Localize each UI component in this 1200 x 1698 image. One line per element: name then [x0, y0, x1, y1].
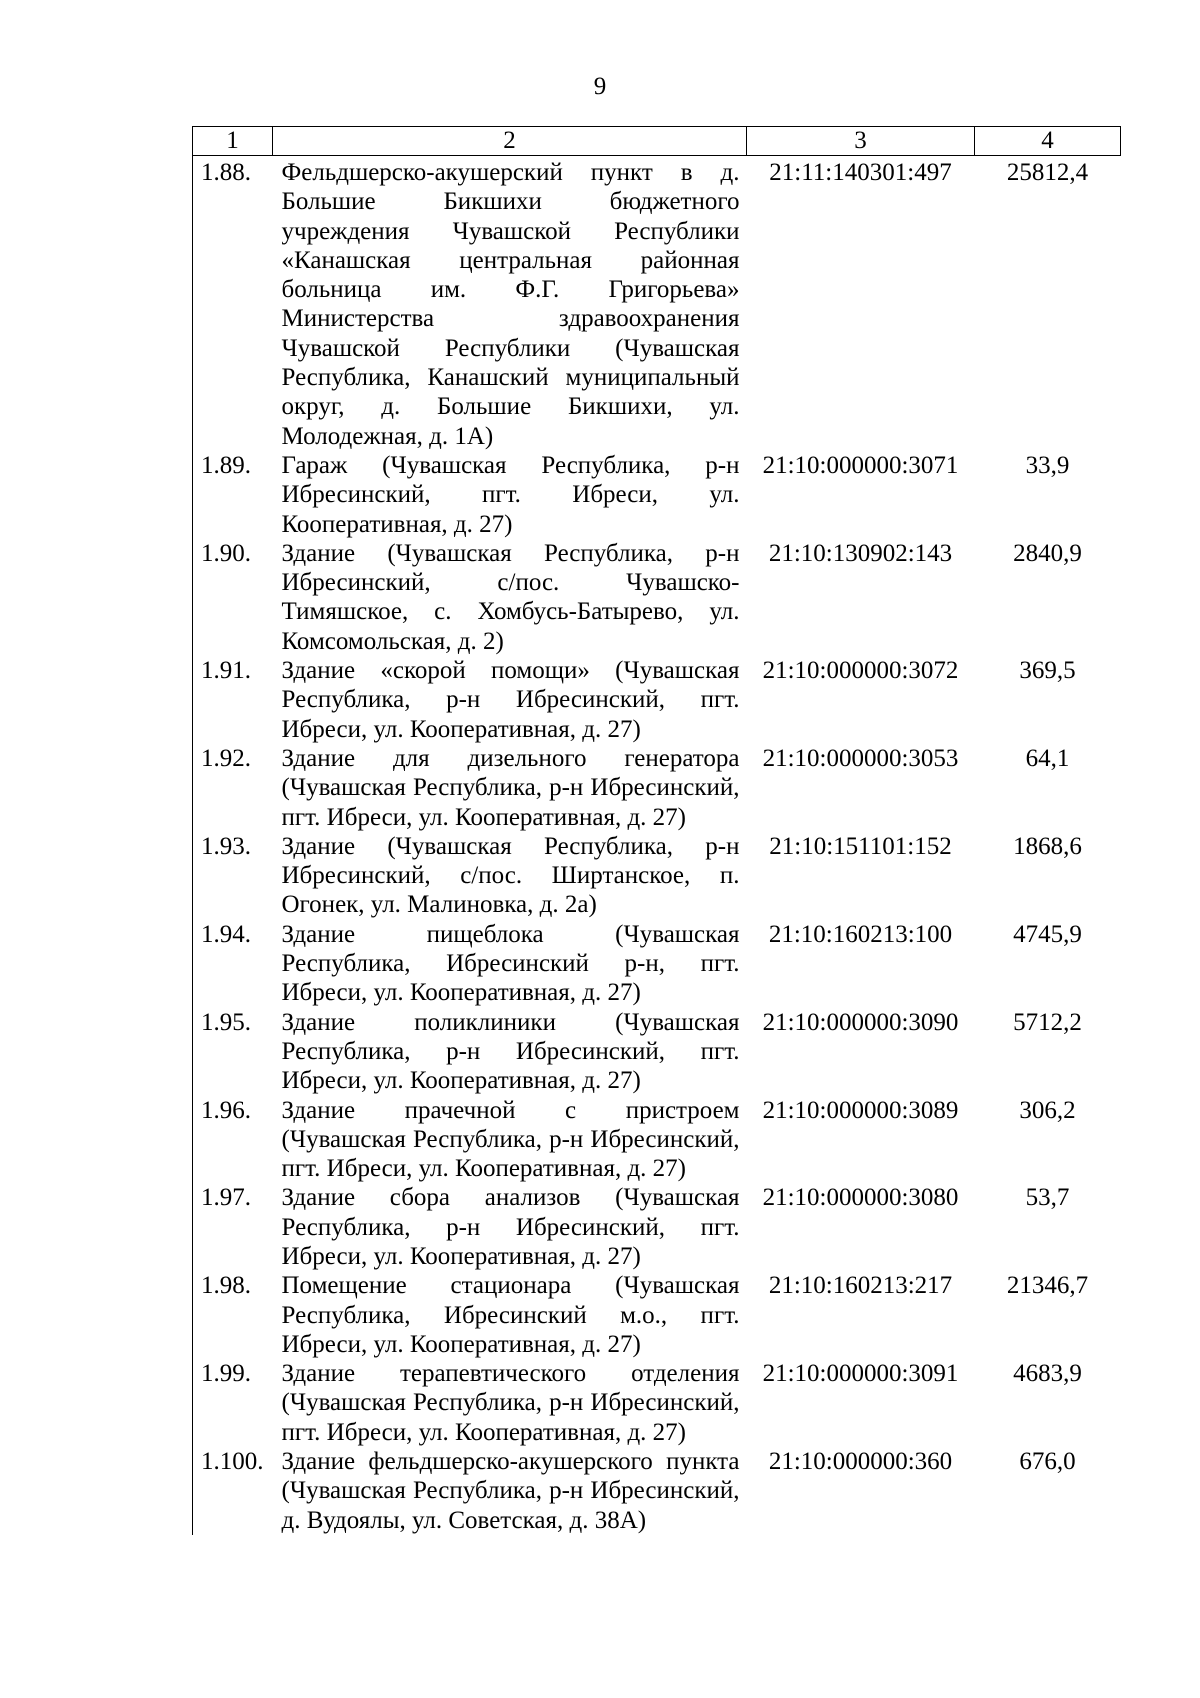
header-row: [193, 127, 1121, 156]
row-number: 1.98.: [193, 1271, 273, 1359]
header-col-4: 4: [975, 127, 1121, 156]
header-col-1: 1: [193, 127, 273, 156]
row-description: Здание (Чувашская Республика, р-н Ибресинский, с/пос. Ширтанское, п. Огонек, ул. Малиновка, д. 2а): [281, 832, 740, 919]
row-description: Помещение стационара (Чувашская Республика, Ибресинский м.о., пгт. Ибреси, ул. Кооперативная, д. 27): [281, 1272, 740, 1358]
row-cadastral-number: 21:10:130902:143: [768, 539, 953, 567]
row-description: Здание поликлиники (Чувашская Республика, р-н Ибресинский, пгт. Ибреси, ул. Кооперативная, д. 27): [281, 1008, 740, 1095]
row-description: Здание (Чувашская Республика, р-н Ибресинский, с/пос. Чувашско-Тимяшское, с. Хомбусь-Батырево, ул. Комсомольская, д. 2): [281, 539, 740, 655]
row-cadastral-number: 21:10:151101:152: [769, 832, 952, 860]
table-row: [193, 656, 1121, 744]
row-area-value: 5712,2: [1013, 1008, 1082, 1036]
row-number: 1.90.: [193, 539, 273, 656]
row-area-value: 53,7: [1025, 1184, 1070, 1212]
row-cadastral-number: 21:10:000000:3090: [762, 1008, 959, 1036]
table-row: [193, 156, 1121, 451]
row-area-value: 21346,7: [1006, 1272, 1089, 1300]
row-description: Гараж (Чувашская Республика, р-н Ибресинский, пгт. Ибреси, ул. Кооперативная, д. 27): [281, 451, 740, 538]
row-cadastral-number: 21:10:000000:3072: [762, 657, 959, 685]
row-cadastral-number: 21:10:160213:100: [768, 920, 953, 948]
row-number: 1.92.: [193, 744, 273, 832]
row-number: 1.91.: [193, 656, 273, 744]
row-cadastral-number: 21:10:000000:3053: [762, 744, 959, 772]
row-cadastral-number: 21:10:000000:3071: [762, 451, 959, 479]
row-area-value: 369,5: [1019, 657, 1076, 685]
row-area-value: 2840,9: [1013, 539, 1082, 567]
row-number: 1.100.: [193, 1447, 273, 1535]
row-description: Здание «скорой помощи» (Чувашская Республика, р-н Ибресинский, пгт. Ибреси, ул. Кооперативная, д. 27): [281, 657, 740, 743]
row-cadastral-number: 21:10:000000:360: [768, 1448, 953, 1476]
row-description: Здание пищеблока (Чувашская Республика, Ибресинский р-н, пгт. Ибреси, ул. Кооперативная, д. 27): [281, 920, 740, 1007]
row-area-value: 4683,9: [1013, 1360, 1082, 1388]
table-row: [193, 1271, 1121, 1359]
table-header: [193, 127, 1121, 156]
table-row: [193, 539, 1121, 656]
table-row: [193, 920, 1121, 1008]
row-description: Здание терапевтического отделения (Чувашская Республика, р-н Ибресинский, пгт. Ибреси, ул. Кооперативная, д. 27): [281, 1360, 740, 1446]
row-area-value: 33,9: [1025, 451, 1070, 479]
row-area-value: 25812,4: [1006, 159, 1089, 186]
row-number: 1.89.: [193, 451, 273, 539]
row-description: Фельдшерско-акушерский пункт в д. Большие Бикшихи бюджетного учреждения Чувашской Республики «Канашская центральная районная больница им. Ф.Г. Григорьева» Министерства здравоохранения Чувашской Республики (Чувашская Республика, Канашский муниципальный округ, д. Большие Бикшихи, ул. Молодежная, д. 1А): [281, 159, 740, 450]
table-row: [193, 832, 1121, 920]
row-number: 1.88.: [193, 156, 273, 451]
row-number: 1.94.: [193, 920, 273, 1008]
property-table: [192, 126, 1121, 1535]
row-number: 1.97.: [193, 1183, 273, 1271]
row-area-value: 1868,6: [1013, 832, 1082, 860]
row-description: Здание для дизельного генератора (Чувашская Республика, р-н Ибресинский, пгт. Ибреси, ул. Кооперативная, д. 27): [281, 744, 740, 831]
page-number: 9: [593, 73, 607, 100]
row-cadastral-number: 21:10:000000:3080: [762, 1184, 959, 1212]
header-col-3: 3: [747, 127, 975, 156]
table-row: [193, 1183, 1121, 1271]
header-col-2: 2: [273, 127, 747, 156]
row-cadastral-number: 21:10:000000:3089: [762, 1096, 959, 1124]
row-number: 1.99.: [193, 1359, 273, 1447]
table-row: [193, 1096, 1121, 1184]
row-area-value: 64,1: [1025, 744, 1070, 772]
row-area-value: 4745,9: [1013, 920, 1082, 948]
table-row: [193, 1447, 1121, 1535]
row-cadastral-number: 21:10:160213:217: [768, 1272, 953, 1300]
table-row: [193, 1359, 1121, 1447]
table-body: [193, 156, 1121, 1535]
row-number: 1.96.: [193, 1096, 273, 1184]
row-cadastral-number: 21:10:000000:3091: [762, 1360, 959, 1388]
table-row: [193, 451, 1121, 539]
row-description: Здание прачечной с пристроем (Чувашская Республика, р-н Ибресинский, пгт. Ибреси, ул. Кооперативная, д. 27): [281, 1096, 740, 1183]
row-cadastral-number: 21:11:140301:497: [769, 159, 952, 186]
table-row: [193, 744, 1121, 832]
row-description: Здание сбора анализов (Чувашская Республика, р-н Ибресинский, пгт. Ибреси, ул. Кооперативная, д. 27): [281, 1184, 740, 1270]
table-row: [193, 1008, 1121, 1096]
row-number: 1.95.: [193, 1008, 273, 1096]
row-description: Здание фельдшерско-акушерского пункта (Чувашская Республика, р-н Ибресинский, д. Вудоялы, ул. Советская, д. 38А): [281, 1448, 740, 1534]
row-number: 1.93.: [193, 832, 273, 920]
row-area-value: 306,2: [1019, 1096, 1076, 1124]
row-area-value: 676,0: [1019, 1448, 1076, 1476]
